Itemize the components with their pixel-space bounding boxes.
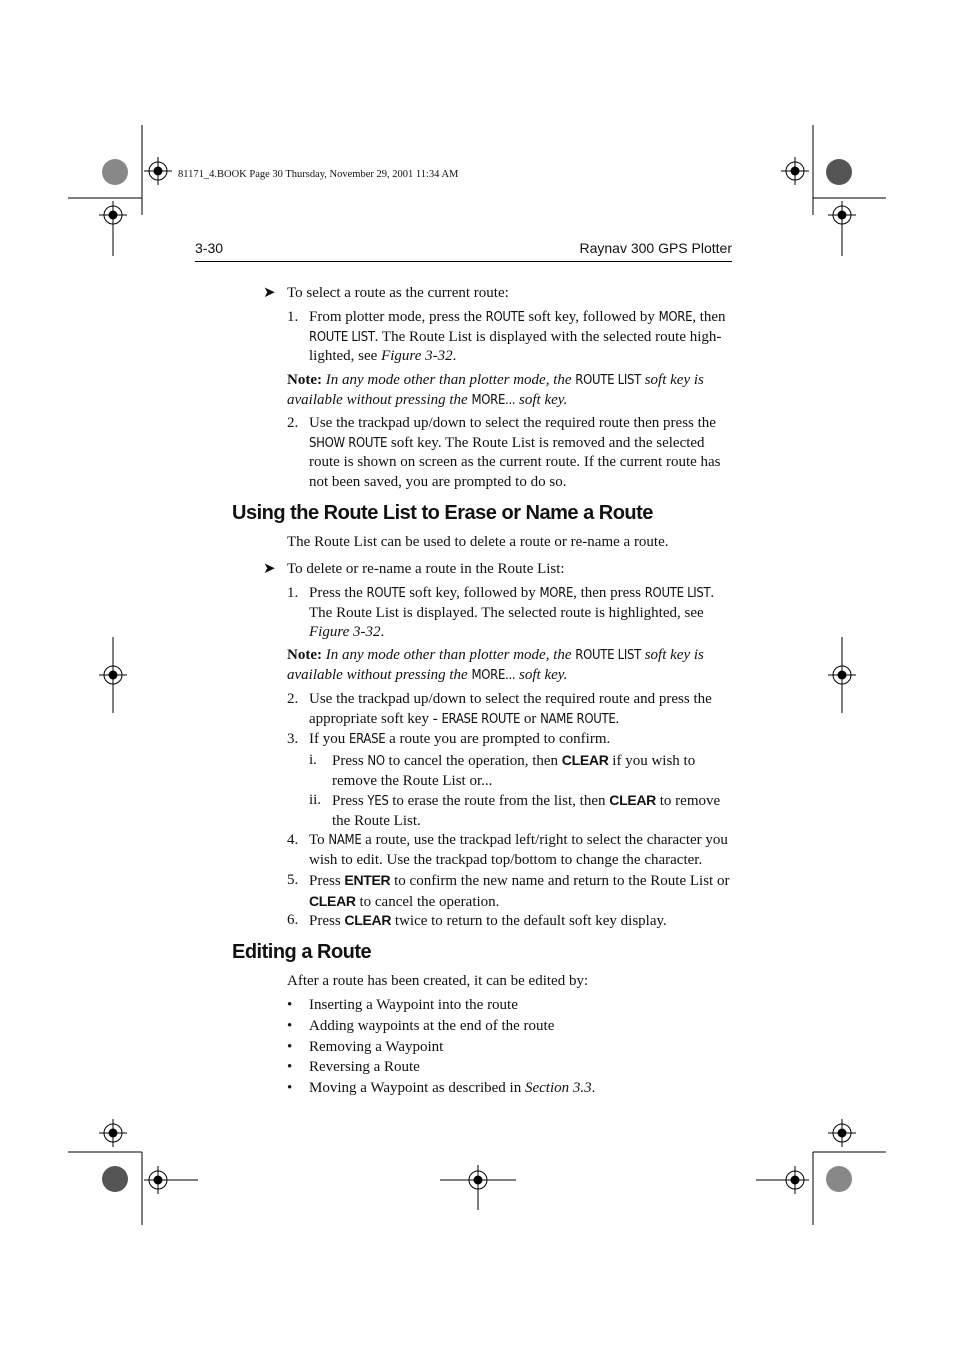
step-text bbox=[309, 414, 732, 492]
substep-text bbox=[332, 791, 732, 831]
italic-text: Figure 3-32 bbox=[309, 624, 381, 640]
text-run: . The Route List is displayed with the selected route high-lighted, see bbox=[309, 328, 722, 364]
procedure-intro: To select a route as the current route: bbox=[287, 285, 509, 301]
bullet-icon: • bbox=[287, 1038, 293, 1055]
text-run: From plotter mode, press the bbox=[309, 309, 486, 325]
step-number: 5. bbox=[287, 872, 299, 888]
step-number: 1. bbox=[287, 585, 299, 601]
key-name: MORE... bbox=[471, 392, 516, 408]
step-number: 6. bbox=[287, 912, 299, 928]
arrow-icon: ➤ bbox=[263, 285, 276, 301]
key-name: MORE bbox=[658, 310, 693, 325]
page-number: 3-30 bbox=[195, 240, 224, 256]
text-run: if you wish to remove the Route List or... bbox=[332, 753, 696, 789]
bold-label: Note: bbox=[287, 647, 326, 663]
text-run: , then bbox=[692, 309, 726, 325]
color-target-icon bbox=[826, 1166, 852, 1192]
step-text bbox=[309, 308, 732, 367]
color-target-icon bbox=[102, 1166, 128, 1192]
step-text bbox=[309, 690, 732, 729]
step-number: 2. bbox=[287, 691, 299, 707]
list-item bbox=[309, 1038, 443, 1058]
text-run: , then press bbox=[573, 585, 645, 601]
section-heading: Editing a Route bbox=[232, 941, 372, 963]
italic-text: Section 3.3 bbox=[524, 1080, 592, 1097]
text-run: Press the bbox=[309, 585, 367, 601]
note bbox=[287, 646, 732, 685]
italic-text: soft key is available without pressing the bbox=[287, 647, 704, 683]
key-name: MORE... bbox=[471, 667, 516, 683]
step-number: 1. bbox=[287, 309, 299, 325]
text-run: To bbox=[309, 832, 329, 848]
text-run: a route, use the trackpad left/right to select the character you wish to edit. Use the trackpad top/bottom to change the character. bbox=[309, 832, 728, 868]
step-number: 3. bbox=[287, 731, 299, 747]
text-run: Press bbox=[309, 913, 345, 929]
registration-dot-icon bbox=[838, 1129, 847, 1138]
header-rule bbox=[195, 261, 732, 262]
text-run: . bbox=[380, 624, 385, 640]
text-run: . bbox=[452, 348, 457, 364]
step-text bbox=[309, 871, 732, 912]
key-name: NAME ROUTE bbox=[540, 711, 616, 727]
key-name: CLEAR bbox=[309, 892, 356, 909]
key-name: NO bbox=[367, 754, 385, 769]
key-name: ROUTE bbox=[485, 310, 525, 325]
text-run: twice to return to the default soft key display. bbox=[391, 913, 667, 929]
step-number: 2. bbox=[287, 415, 299, 431]
registration-dot-icon bbox=[154, 167, 163, 176]
text-run: Moving a Waypoint as described in bbox=[309, 1080, 525, 1097]
text-run: Inserting a Waypoint into the route bbox=[309, 997, 518, 1013]
italic-text: In any mode other than plotter mode, the bbox=[325, 372, 576, 388]
bullet-icon: • bbox=[287, 1017, 293, 1034]
substep-number: ii. bbox=[309, 792, 322, 808]
text-run: to cancel the operation, then bbox=[384, 753, 562, 769]
text-run: soft key, followed by bbox=[524, 309, 659, 325]
bullet-icon: • bbox=[287, 1080, 293, 1097]
step-text bbox=[309, 911, 732, 932]
text-run: Use the trackpad up/down to select the required route then press the bbox=[309, 415, 716, 431]
italic-text: soft key. bbox=[515, 391, 568, 408]
text-run: to cancel the operation. bbox=[355, 893, 500, 910]
registration-dot-icon bbox=[791, 167, 800, 176]
step-text bbox=[309, 831, 734, 870]
text-run: Press bbox=[309, 873, 345, 889]
substep-text bbox=[332, 751, 732, 791]
step-number: 4. bbox=[287, 832, 299, 848]
registration-dot-icon bbox=[109, 1129, 118, 1138]
key-name: ERASE bbox=[349, 732, 386, 747]
substep-number: i. bbox=[309, 752, 317, 768]
text-run: Use the trackpad up/down to select the required route and press the appropriate soft key - bbox=[309, 691, 712, 727]
list-item bbox=[309, 1017, 554, 1037]
text-run: Reversing a Route bbox=[309, 1059, 420, 1076]
list-item bbox=[309, 1079, 595, 1099]
bold-label: Note: bbox=[287, 372, 326, 388]
key-name: YES bbox=[367, 794, 389, 809]
section-heading: Using the Route List to Erase or Name a Route bbox=[232, 502, 653, 524]
print-slug: 81171_4.BOOK Page 30 Thursday, November 29, 2001 11:34 AM bbox=[178, 169, 459, 180]
key-name: SHOW ROUTE bbox=[309, 435, 388, 451]
running-header-title: Raynav 300 GPS Plotter bbox=[579, 240, 732, 256]
step-text bbox=[309, 730, 732, 750]
step-text bbox=[309, 584, 732, 643]
bullet-icon: • bbox=[287, 1059, 293, 1076]
text-run: to confirm the new name and return to the Route List or bbox=[390, 873, 730, 889]
note bbox=[287, 371, 732, 410]
list-item bbox=[309, 1058, 420, 1078]
arrow-icon: ➤ bbox=[263, 561, 276, 577]
text-run: Press bbox=[332, 793, 368, 809]
key-name: ROUTE LIST bbox=[575, 373, 641, 388]
key-name: MORE bbox=[539, 586, 574, 601]
key-name: ROUTE LIST bbox=[644, 586, 711, 601]
text-run: a route you are prompted to confirm. bbox=[385, 731, 611, 747]
text-run: . bbox=[591, 1080, 596, 1097]
color-target-icon bbox=[826, 159, 852, 185]
italic-text: soft key is available without pressing the bbox=[287, 372, 704, 408]
text-run: If you bbox=[309, 731, 349, 747]
text-run: or bbox=[520, 710, 541, 727]
section-intro: The Route List can be used to delete a route or re-name a route. bbox=[287, 534, 669, 550]
key-name: ROUTE LIST bbox=[309, 329, 375, 345]
text-run: soft key. The Route List is removed and the selected route is shown on screen as the current route. If the current route has not been saved, you are prompted to do so. bbox=[309, 434, 721, 490]
text-run: Adding waypoints at the end of the route bbox=[309, 1017, 555, 1034]
color-target-icon bbox=[102, 159, 128, 185]
text-run: Removing a Waypoint bbox=[309, 1038, 444, 1055]
list-item bbox=[309, 996, 518, 1016]
key-name: ROUTE LIST bbox=[575, 648, 641, 663]
key-name: ERASE ROUTE bbox=[441, 711, 521, 727]
text-run: . The Route List is displayed. The selected route is highlighted, see bbox=[309, 585, 715, 621]
key-name: CLEAR bbox=[561, 752, 609, 768]
italic-text: Figure 3-32 bbox=[381, 348, 453, 364]
text-run: to remove the Route List. bbox=[332, 793, 721, 829]
key-name: ENTER bbox=[344, 872, 391, 888]
procedure-intro: To delete or re-name a route in the Route List: bbox=[287, 561, 565, 577]
key-name: CLEAR bbox=[344, 912, 392, 928]
italic-text: soft key. bbox=[515, 666, 568, 683]
text-run: soft key, followed by bbox=[405, 585, 540, 601]
bullet-icon: • bbox=[287, 997, 293, 1013]
text-run: . bbox=[615, 710, 620, 727]
key-name: CLEAR bbox=[609, 792, 656, 808]
text-run: to erase the route from the list, then bbox=[388, 793, 610, 809]
text-run: Press bbox=[332, 753, 368, 769]
italic-text: In any mode other than plotter mode, the bbox=[325, 647, 576, 663]
section-intro: After a route has been created, it can be edited by: bbox=[287, 973, 589, 989]
key-name: ROUTE bbox=[366, 586, 406, 601]
key-name: NAME bbox=[328, 833, 362, 848]
